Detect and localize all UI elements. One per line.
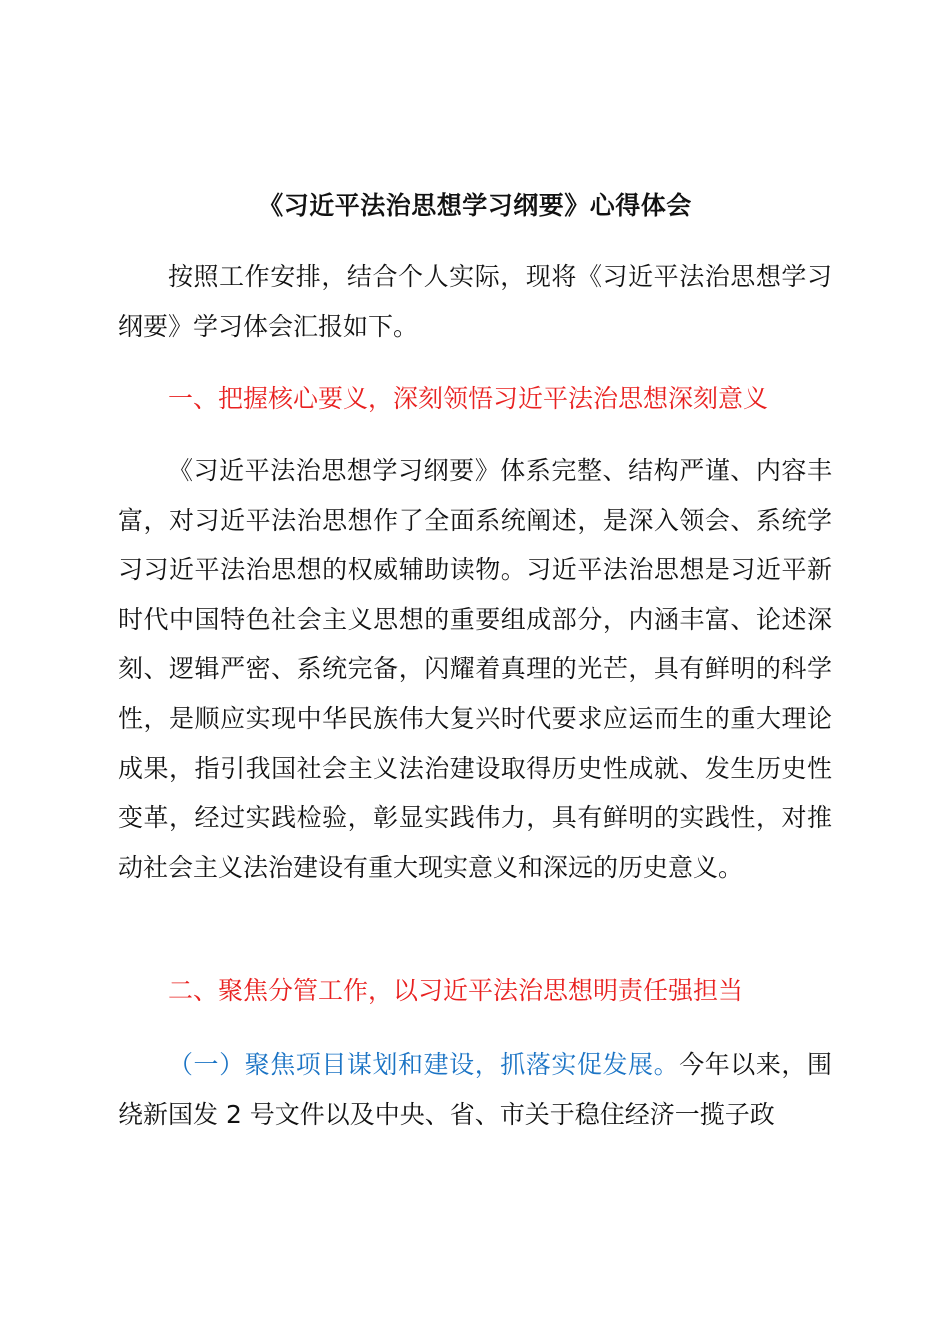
section-2-heading: 二、聚焦分管工作，以习近平法治思想明责任强担当 bbox=[168, 976, 744, 1005]
document-title: 《习近平法治思想学习纲要》心得体会 bbox=[258, 191, 692, 220]
subsection-1-heading: （一）聚焦项目谋划和建设，抓落实促发展。 bbox=[168, 1050, 680, 1079]
section-1-paragraph: 《习近平法治思想学习纲要》体系完整、结构严谨、内容丰富，对习近平法治思想作了全面系统阐述，是深入领会、系统学习习近平法治思想的权威辅助读物。习近平法治思想是习近平新时代中国特色社会主义思想的重要组成部分，内涵丰富、论述深刻、逻辑严密、系统完备，闪耀着真理的光芒，具有鲜明的科学性，是顺应实现中华民族伟大复兴时代要求应运而生的重大理论成果，指引我国社会主义法治建设取得历史性成就、发生历史性变革，经过实践检验，彰显实践伟力，具有鲜明的实践性，对推动社会主义法治建设有重大现实意义和深远的历史意义。 bbox=[118, 456, 832, 882]
section-1-heading: 一、把握核心要义，深刻领悟习近平法治思想深刻意义 bbox=[168, 384, 769, 413]
section-2-paragraph bbox=[118, 1040, 832, 1139]
subsection-1-text: 今年以来，围绕新国发 2 号文件以及中央、省、市关于稳住经济一揽子政 bbox=[118, 1050, 832, 1129]
intro-paragraph: 按照工作安排，结合个人实际，现将《习近平法治思想学习纲要》学习体会汇报如下。 bbox=[118, 262, 832, 341]
